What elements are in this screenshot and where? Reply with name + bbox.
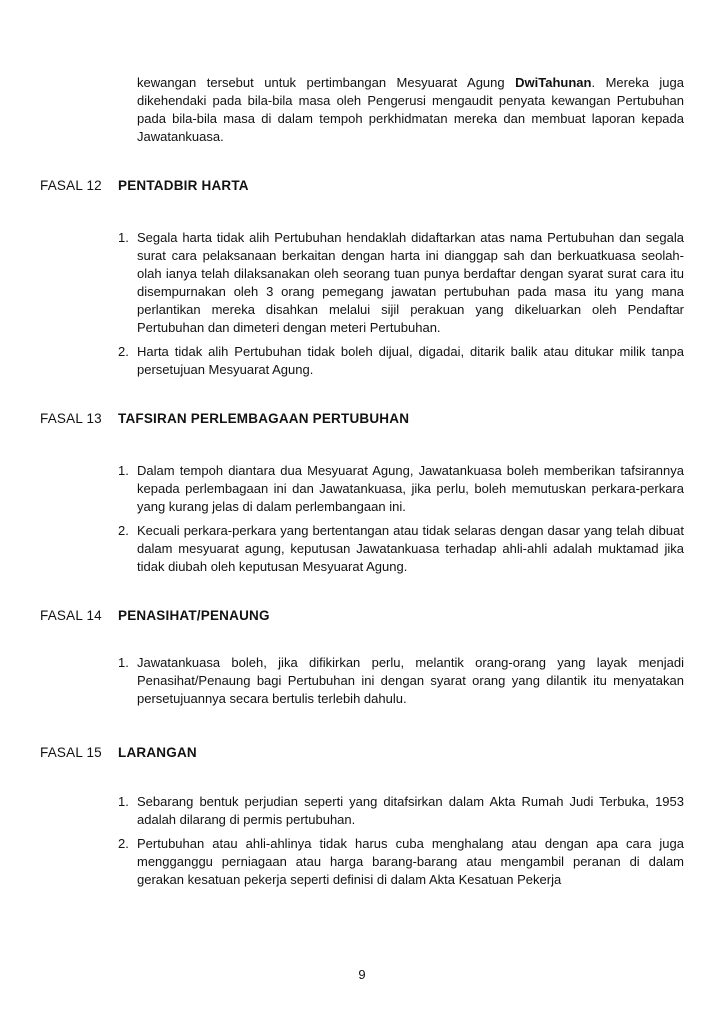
section-fasal-13: [40, 410, 684, 576]
page-number: 9: [358, 967, 366, 982]
list-item-number: 1.: [118, 230, 129, 245]
section-heading: [40, 607, 684, 625]
intro-bold-term: DwiTahunan: [515, 75, 592, 90]
list-item-text: Kecuali perkara-perkara yang bertentangan atau tidak selaras dengan dasar yang telah dibuat dalam mesyuarat agung, keputusan Jawatankuasa terhadap ahli-ahli adalah muktamad jika tidak diubah oleh keputusan Mesyuarat Agung.: [137, 523, 684, 574]
fasal-label: FASAL 14: [40, 608, 102, 623]
section-items: [118, 462, 684, 576]
section-fasal-14: [40, 607, 684, 708]
section-items: [118, 654, 684, 708]
list-item-text: Pertubuhan atau ahli-ahlinya tidak harus cuba menghalang atau dengan apa cara juga mengganggu perniagaan atau harga barang-barang atau mengambil peranan di dalam gerakan kesatuan pekerja seperti definisi di dalam Akta Kesatuan Pekerja: [137, 836, 684, 887]
list-item-text: Sebarang bentuk perjudian seperti yang ditafsirkan dalam Akta Rumah Judi Terbuka, 1953 adalah dilarang di permis pertubuhan.: [137, 794, 684, 827]
list-item-number: 2.: [118, 836, 129, 851]
list-item-number: 2.: [118, 344, 129, 359]
list-item: [118, 343, 684, 379]
list-item-text: Harta tidak alih Pertubuhan tidak boleh dijual, digadai, ditarik balik atau ditukar milik tanpa persetujuan Mesyuarat Agung.: [137, 344, 684, 377]
section-fasal-15: [40, 744, 684, 889]
list-item: [118, 654, 684, 708]
section-items: [118, 229, 684, 379]
list-item-number: 2.: [118, 523, 129, 538]
list-item: [118, 835, 684, 889]
intro-text-after: . Mereka juga dikehendaki pada bila-bila masa oleh Pengerusi mengaudit penyata kewangan Pertubuhan pada bila-bila masa di dalam tempoh perkhidmatan mereka dan membuat laporan kepada Jawatankuasa.: [137, 75, 684, 144]
fasal-label: FASAL 15: [40, 745, 102, 760]
fasal-title: TAFSIRAN PERLEMBAGAAN PERTUBUHAN: [118, 411, 410, 426]
section-fasal-12: [40, 177, 684, 379]
section-heading: [40, 177, 684, 195]
intro-paragraph: [137, 74, 684, 146]
list-item: [118, 793, 684, 829]
fasal-title: LARANGAN: [118, 745, 197, 760]
section-items: [118, 793, 684, 889]
fasal-label: FASAL 13: [40, 411, 102, 426]
list-item-text: Dalam tempoh diantara dua Mesyuarat Agung, Jawatankuasa boleh memberikan tafsirannya kepada perlembagaan ini dan Jawatankuasa, jika perlu, boleh memutuskan perkara-perkara yang kurang jelas di dalam perlembangaan ini.: [137, 463, 684, 514]
fasal-title: PENTADBIR HARTA: [118, 178, 249, 193]
section-heading: [40, 410, 684, 428]
section-heading: [40, 744, 684, 762]
fasal-title: PENASIHAT/PENAUNG: [118, 608, 270, 623]
list-item: [118, 522, 684, 576]
list-item: [118, 229, 684, 337]
list-item-number: 1.: [118, 463, 129, 478]
list-item-number: 1.: [118, 794, 129, 809]
fasal-label: FASAL 12: [40, 178, 102, 193]
list-item-text: Segala harta tidak alih Pertubuhan hendaklah didaftarkan atas nama Pertubuhan dan segala surat cara pelaksanaan berkaitan dengan harta ini dianggap sah dan berkuatkuasa seolah-olah ianya telah dilaksanakan oleh seorang tuan punya berdaftar dengan syarat surat cara itu disempurnakan oleh 3 orang pemegang jawatan pertubuhan pada masa itu yang mana perlantikan mereka disahkan melalui sijil perakuan yang dikeluarkan oleh Pendaftar Pertubuhan dan dimeteri dengan meteri Pertubuhan.: [137, 230, 684, 335]
intro-text-before: kewangan tersebut untuk pertimbangan Mesyuarat Agung: [137, 75, 516, 90]
list-item-text: Jawatankuasa boleh, jika difikirkan perlu, melantik orang-orang yang layak menjadi Penasihat/Penaung bagi Pertubuhan ini dengan syarat orang yang dilantik itu menyatakan persetujuannya secara bertulis terlebih dahulu.: [137, 655, 684, 706]
list-item-number: 1.: [118, 655, 129, 670]
list-item: [118, 462, 684, 516]
